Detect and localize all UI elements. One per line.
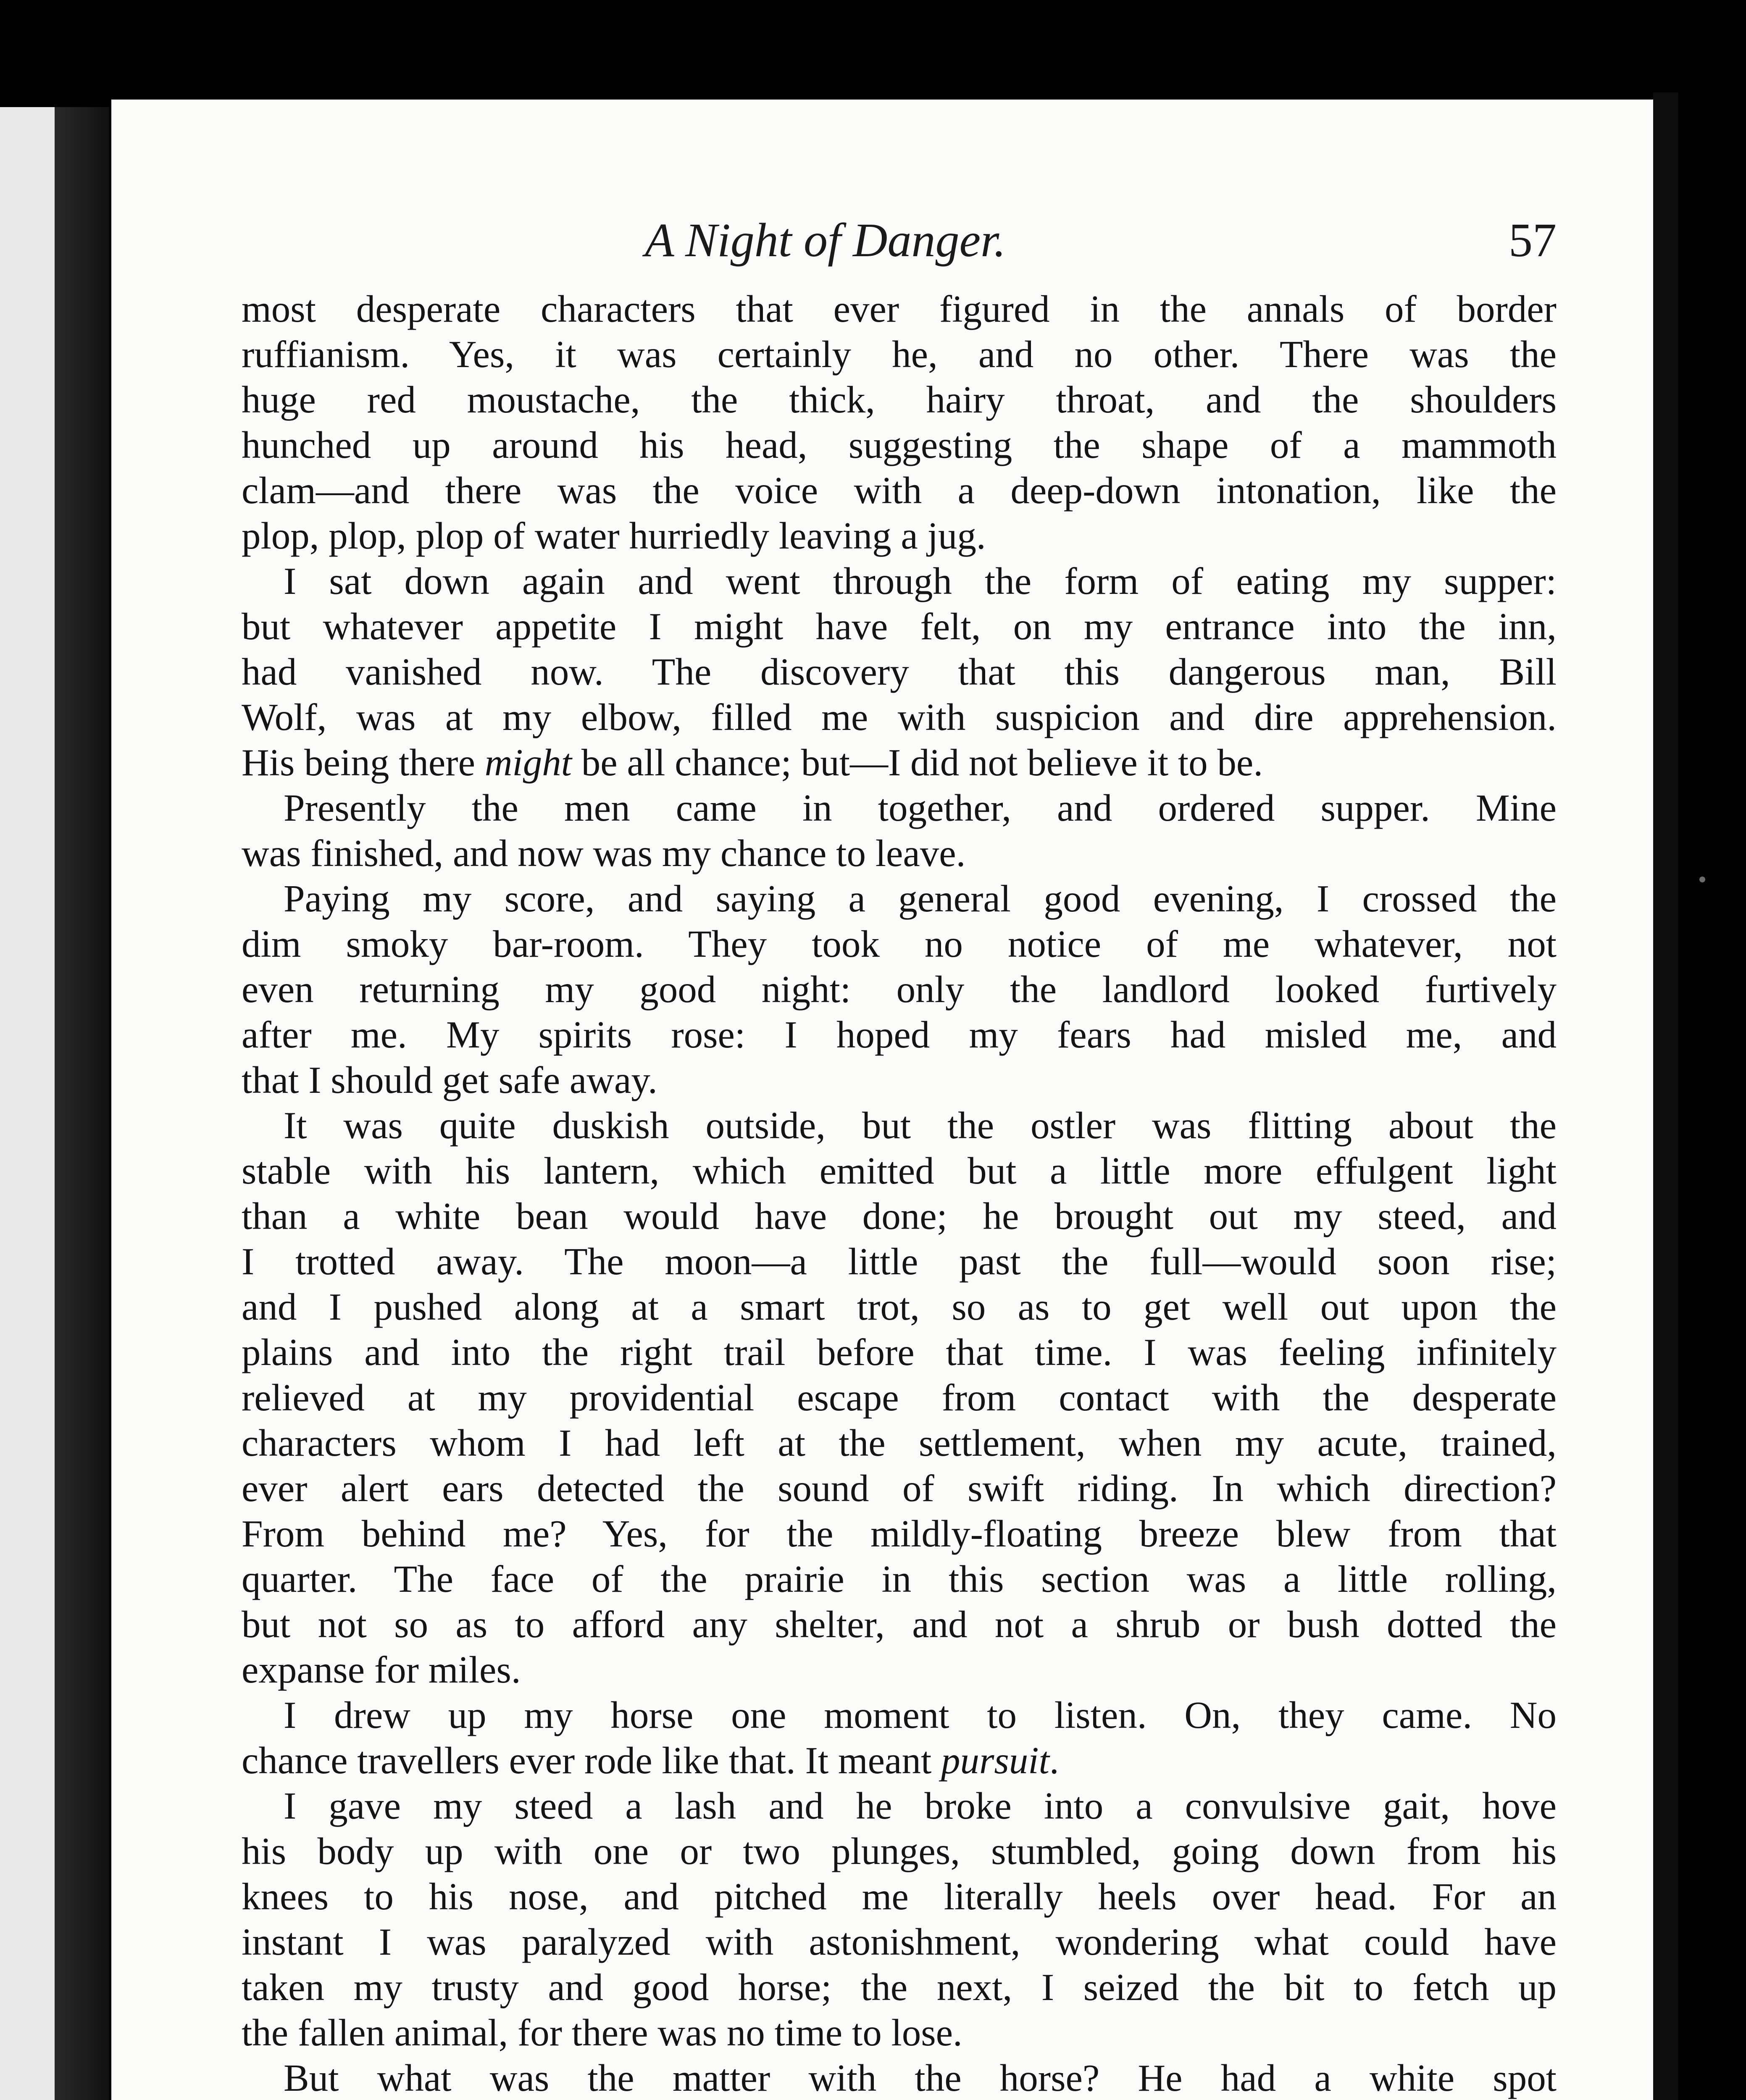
text-line: clam—and there was the voice with a deep-down intonation, like the bbox=[242, 469, 1557, 512]
text-line: the fallen animal, for there was no time to lose. bbox=[242, 2011, 962, 2054]
text-line: I trotted away. The moon—a little past the full—would soon rise; bbox=[242, 1240, 1557, 1283]
text-line: His being there might be all chance; but—I did not believe it to be. bbox=[242, 741, 1263, 784]
text-line: I gave my steed a lash and he broke into a convulsive gait, hove bbox=[284, 1785, 1557, 1827]
paragraph bbox=[242, 559, 1557, 785]
text-line: and I pushed along at a smart trot, so as to get well out upon the bbox=[242, 1286, 1557, 1328]
text-line: had vanished now. The discovery that this dangerous man, Bill bbox=[242, 651, 1557, 693]
paragraph bbox=[242, 1103, 1557, 1693]
text-line: chance travellers ever rode like that. It meant pursuit. bbox=[242, 1739, 1059, 1782]
text-line: was finished, and now was my chance to leave. bbox=[242, 832, 966, 874]
book-page bbox=[111, 100, 1653, 2100]
emphasis: pursuit bbox=[941, 1739, 1049, 1782]
paragraph bbox=[242, 1693, 1557, 1783]
facing-page-edge bbox=[0, 107, 55, 2100]
text-line: taken my trusty and good horse; the next, I seized the bit to fetch up bbox=[242, 1966, 1557, 2008]
text-line: dim smoky bar-room. They took no notice of me whatever, not bbox=[242, 923, 1557, 965]
text-line: Paying my score, and saying a general good evening, I crossed the bbox=[284, 877, 1557, 920]
page-right-edge bbox=[1653, 92, 1678, 2100]
text-line: I sat down again and went through the form of eating my supper: bbox=[284, 560, 1557, 602]
text-line: plains and into the right trail before that time. I was feeling infinitely bbox=[242, 1331, 1557, 1373]
text-line: that I should get safe away. bbox=[242, 1059, 657, 1101]
emphasis: might bbox=[484, 741, 572, 784]
body-text bbox=[242, 286, 1557, 2100]
text-line: Presently the men came in together, and ordered supper. Mine bbox=[284, 787, 1557, 829]
paragraph bbox=[242, 286, 1557, 559]
page-header bbox=[111, 207, 1653, 274]
text-line: stable with his lantern, which emitted but a little more effulgent light bbox=[242, 1150, 1557, 1192]
text-line: ruffianism. Yes, it was certainly he, and no other. There was the bbox=[242, 333, 1557, 375]
text-line: most desperate characters that ever figured in the annals of border bbox=[242, 288, 1557, 330]
text-line: after me. My spirits rose: I hoped my fears had misled me, and bbox=[242, 1013, 1557, 1056]
paragraph bbox=[242, 785, 1557, 876]
text-line: hunched up around his head, suggesting the shape of a mammoth bbox=[242, 424, 1557, 466]
text-line: plop, plop, plop of water hurriedly leaving a jug. bbox=[242, 514, 986, 557]
text-line: huge red moustache, the thick, hairy throat, and the shoulders bbox=[242, 378, 1557, 421]
text-line: characters whom I had left at the settlement, when my acute, trained, bbox=[242, 1422, 1557, 1464]
text-line: I drew up my horse one moment to listen. On, they came. No bbox=[284, 1694, 1557, 1736]
text-line: expanse for miles. bbox=[242, 1648, 521, 1691]
text-line: his body up with one or two plunges, stumbled, going down from his bbox=[242, 1830, 1557, 1872]
text-line: but whatever appetite I might have felt, on my entrance into the inn, bbox=[242, 605, 1557, 648]
scan-speck bbox=[1699, 877, 1705, 882]
text-line: than a white bean would have done; he brought out my steed, and bbox=[242, 1195, 1557, 1237]
text-line: It was quite duskish outside, but the ostler was flitting about the bbox=[284, 1104, 1557, 1147]
gutter-shadow bbox=[55, 107, 109, 2100]
text-line: instant I was paralyzed with astonishment, wondering what could have bbox=[242, 1921, 1557, 1963]
text-line: Wolf, was at my elbow, filled me with suspicion and dire apprehension. bbox=[242, 696, 1557, 738]
text-line: but not so as to afford any shelter, and not a shrub or bush dotted the bbox=[242, 1603, 1557, 1646]
paragraph bbox=[242, 2055, 1557, 2100]
text-line: quarter. The face of the prairie in this section was a little rolling, bbox=[242, 1558, 1557, 1600]
paragraph bbox=[242, 876, 1557, 1103]
running-head: A Night of Danger. bbox=[645, 213, 1006, 267]
page-number: 57 bbox=[1509, 213, 1557, 267]
text-line: From behind me? Yes, for the mildly-floating breeze blew from that bbox=[242, 1512, 1557, 1555]
text-line: even returning my good night: only the landlord looked furtively bbox=[242, 968, 1557, 1011]
paragraph bbox=[242, 1783, 1557, 2055]
text-line: relieved at my providential escape from contact with the desperate bbox=[242, 1376, 1557, 1419]
text-line: knees to his nose, and pitched me literally heels over head. For an bbox=[242, 1875, 1557, 1918]
text-line: ever alert ears detected the sound of swift riding. In which direction? bbox=[242, 1467, 1557, 1509]
text-line: But what was the matter with the horse? He had a white spot bbox=[284, 2057, 1557, 2099]
